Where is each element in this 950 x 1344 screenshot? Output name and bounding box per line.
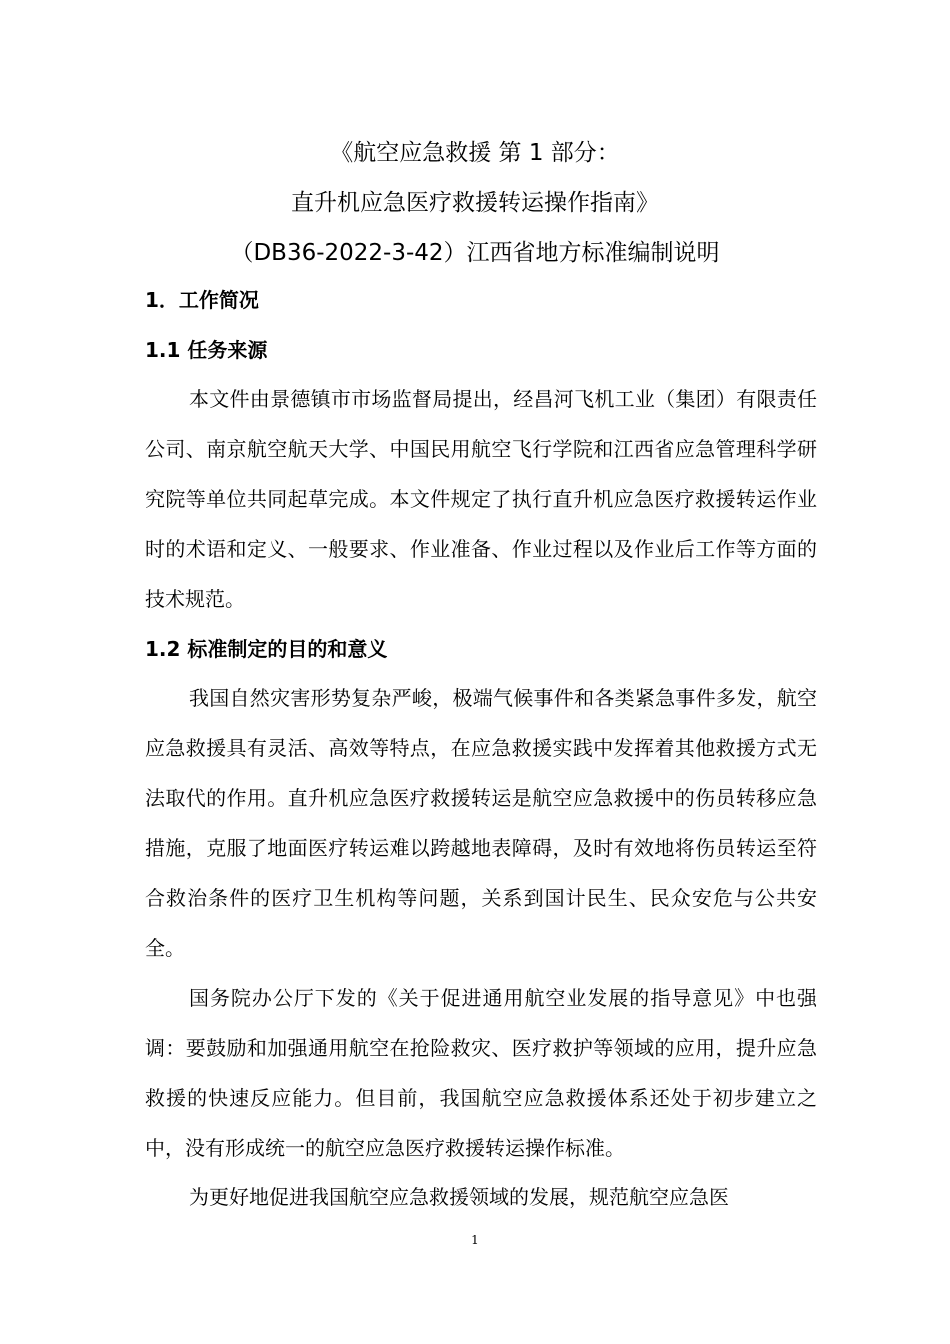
page-number: 1 (471, 1233, 479, 1247)
section-1-1-heading: 1.1 任务来源 (145, 338, 268, 362)
document-title-line-1: 《航空应急救援 第 1 部分： (330, 140, 620, 166)
purpose-paragraph-2: 国务院办公厅下发的《关于促进通用航空业发展的指导意见》中也强调：要鼓励和加强通用航空在抢险救灾、医疗救护等领域的应用，提升应急救援的快速反应能力。但目前，我国航空应急救援体系还处于初步建立之中，没有形成统一的航空应急医疗救援转运操作标准。 (145, 986, 817, 1160)
section-1-2-heading: 1.2 标准制定的目的和意义 (145, 637, 388, 661)
document-title-line-3: （DB36-2022-3-42）江西省地方标准编制说明 (230, 240, 720, 266)
task-source-paragraph: 本文件由景德镇市市场监督局提出，经昌河飞机工业（集团）有限责任公司、南京航空航天大学、中国民用航空飞行学院和江西省应急管理科学研究院等单位共同起草完成。本文件规定了执行直升机应急医疗救援转运作业时的术语和定义、一般要求、作业准备、作业过程以及作业后工作等方面的技术规范。 (145, 387, 817, 611)
purpose-paragraph-1: 我国自然灾害形势复杂严峻，极端气候事件和各类紧急事件多发，航空应急救援具有灵活、高效等特点，在应急救援实践中发挥着其他救援方式无法取代的作用。直升机应急医疗救援转运是航空应急救援中的伤员转移应急措施，克服了地面医疗转运难以跨越地表障碍，及时有效地将伤员转运至符合救治条件的医疗卫生机构等问题，关系到国计民生、民众安危与公共安全。 (145, 686, 817, 960)
section-1-heading: 1．工作简况 (145, 288, 259, 312)
document-title-line-2: 直升机应急医疗救援转运操作指南》 (291, 190, 659, 216)
purpose-paragraph-3: 为更好地促进我国航空应急救援领域的发展，规范航空应急医 (189, 1185, 729, 1209)
